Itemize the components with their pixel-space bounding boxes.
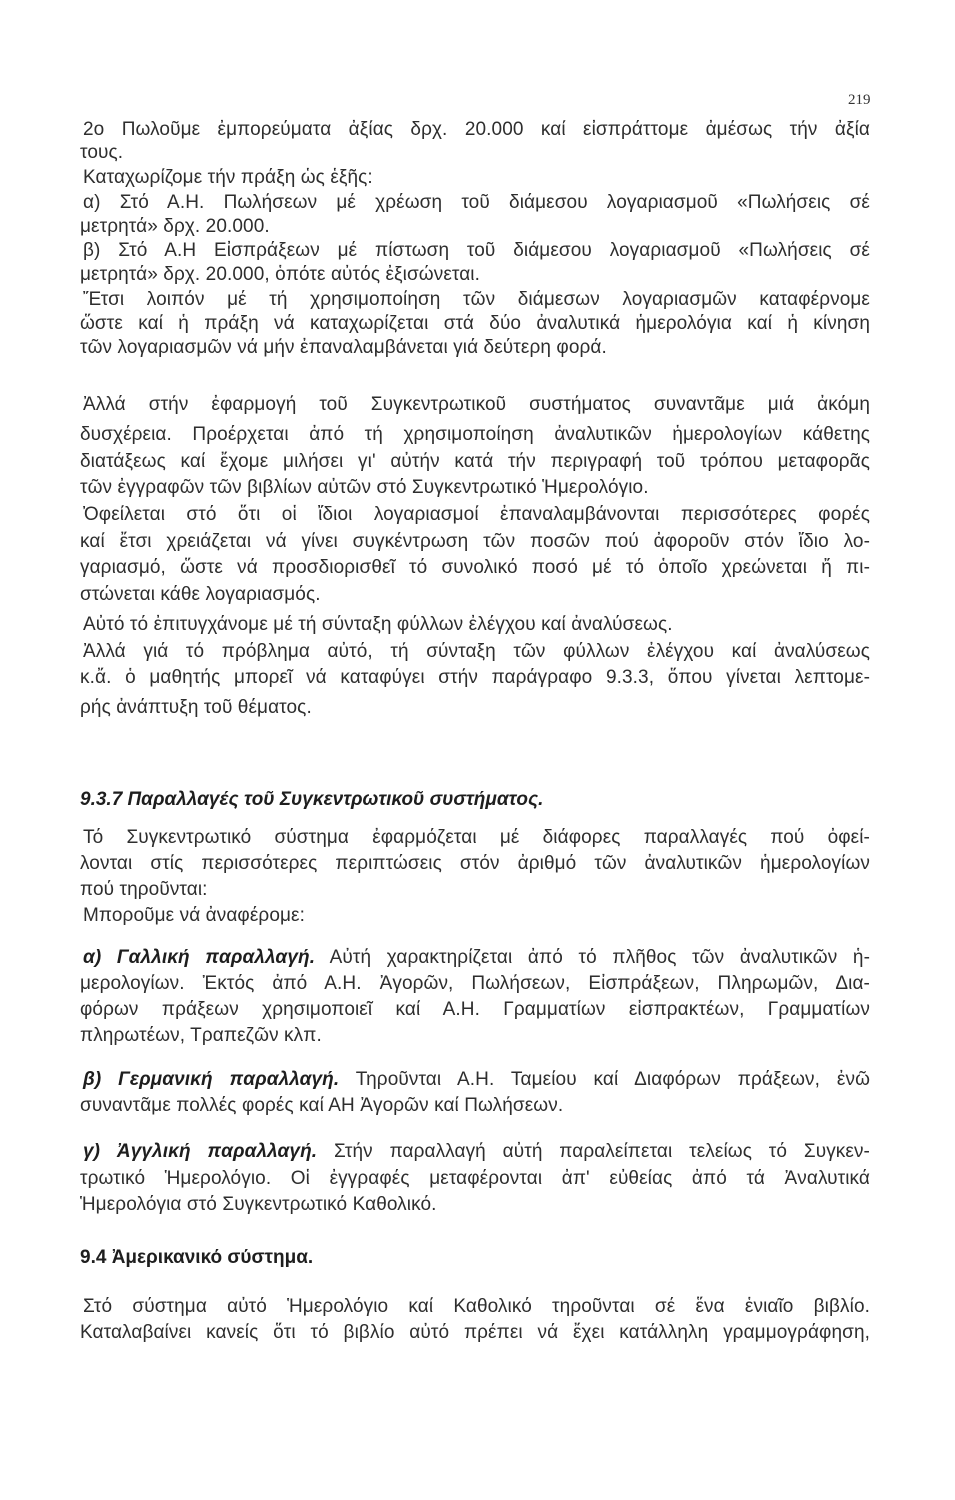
section-heading-9-4: 9.4 Ἀμερικανικό σύστημα. bbox=[80, 1247, 314, 1268]
page-number: 219 bbox=[848, 92, 871, 108]
text-line: Τό Συγκεντρωτικό σύστημα ἐφαρμόζεται μέ διάφορες παραλλαγές πού ὀφεί- bbox=[83, 827, 870, 848]
text-line: δυσχέρεια. Προέρχεται ἀπό τή χρησιμοποίηση ἀναλυτικῶν ἡμερολογίων κάθετης bbox=[80, 424, 870, 445]
text-line: Αὐτό τό ἐπιτυγχάνομε μέ τή σύνταξη φύλλων ἐλέγχου καί ἀναλύσεως. bbox=[83, 614, 673, 635]
text-line: φόρων πράξεων χρησιμοποιεῖ καί Α.Η. Γραμματίων εἰσπρακτέων, Γραμματίων bbox=[80, 999, 870, 1020]
text-line: β) Στό Α.Η Εἰσπράξεων μέ πίστωση τοῦ διάμεσου λογαριασμοῦ «Πωλήσεις σέ bbox=[83, 240, 870, 261]
text-line: μετρητά» δρχ. 20.000, ὁπότε αὐτός ἐξισώνεται. bbox=[80, 264, 481, 285]
text-line: Ἡμερολόγια στό Συγκεντρωτικό Καθολικό. bbox=[80, 1194, 437, 1215]
text-span: Τηροῦνται Α.Η. Ταμείου καί Διαφόρων πράξεων, ἐνῶ bbox=[339, 1069, 871, 1090]
german-variant-label: β) Γερμανική παραλλαγή. bbox=[83, 1069, 340, 1090]
text-line: Στό σύστημα αὐτό Ἡμερολόγιο καί Καθολικό τηροῦνται σέ ἕνα ἑνιαῖο βιβλίο. bbox=[83, 1296, 870, 1317]
text-line: τους. bbox=[80, 142, 124, 163]
text-span: Αὐτή χαρακτηρίζεται ἀπό τό πλῆθος τῶν ἀναλυτικῶν ἡ- bbox=[315, 947, 870, 968]
text-line: κ.ἄ. ὁ μαθητής μπορεῖ νά καταφύγει στήν παράγραφο 9.3.3, ὅπου γίνεται λεπτομε- bbox=[80, 667, 870, 688]
text-line: πού τηροῦνται: bbox=[80, 879, 208, 900]
text-line: διατάξεως καί ἔχομε μιλήσει γι' αὐτήν κατά τήν περιγραφή τοῦ τρόπου μεταφορᾶς bbox=[80, 451, 870, 472]
text-line: α) Στό Α.Η. Πωλήσεων μέ χρέωση τοῦ διάμεσου λογαριασμοῦ «Πωλήσεις σέ bbox=[83, 192, 870, 213]
text-line: πληρωτέων, Τραπεζῶν κλπ. bbox=[80, 1025, 322, 1046]
french-variant-line bbox=[83, 947, 870, 969]
text-line: Ὀφείλεται στό ὅτι οἱ ἴδιοι λογαριασμοί ἐπαναλαμβάνονται περισσότερες φορές bbox=[83, 504, 870, 525]
french-variant-label: α) Γαλλική παραλλαγή. bbox=[83, 947, 316, 968]
english-variant-line bbox=[83, 1141, 870, 1163]
text-line: μερολογίων. Ἐκτός ἀπό Α.Η. Ἀγορῶν, Πωλήσεων, Εἰσπράξεων, Πληρωμῶν, Δια- bbox=[80, 973, 870, 994]
text-line: 2ο Πωλοῦμε ἐμπορεύματα ἀξίας δρχ. 20.000 καί εἰσπράττομε ἀμέσως τήν ἀξία bbox=[83, 119, 870, 140]
german-variant-line bbox=[83, 1069, 870, 1091]
text-line: ὥστε καί ἡ πράξη νά καταχωρίζεται στά δύο ἀναλυτικά ἡμερολόγια καί ἡ κίνηση bbox=[80, 313, 870, 334]
text-line: Μποροῦμε νά ἀναφέρομε: bbox=[83, 905, 305, 926]
text-line: Ἀλλά στήν ἐφαρμογή τοῦ Συγκεντρωτικοῦ συστήματος συναντᾶμε μιά ἀκόμη bbox=[83, 394, 870, 415]
text-line: Καταλαβαίνει κανείς ὅτι τό βιβλίο αὐτό πρέπει νά ἔχει κατάλληλη γραμμογράφηση, bbox=[80, 1322, 870, 1343]
text-line: Ἔτσι λοιπόν μέ τή χρησιμοποίηση τῶν διάμεσων λογαριασμῶν καταφέρνομε bbox=[83, 289, 870, 310]
text-line: γαριασμό, ὥστε νά προσδιορισθεῖ τό συνολικό ποσό μέ τό ὁποῖο χρεώνεται ἤ πι- bbox=[80, 557, 870, 578]
text-line: Καταχωρίζομε τήν πράξη ὡς ἑξῆς: bbox=[83, 167, 373, 188]
text-line: τῶν λογαριασμῶν νά μήν ἐπαναλαμβάνεται γιά δεύτερη φορά. bbox=[80, 337, 607, 358]
text-line: λονται στίς περισσότερες περιπτώσεις στόν ἀριθμό τῶν ἀναλυτικῶν ἡμερολογίων bbox=[80, 853, 870, 874]
text-line: Ἀλλά γιά τό πρόβλημα αὐτό, τή σύνταξη τῶν φύλλων ἐλέγχου καί ἀναλύσεως bbox=[83, 641, 870, 662]
text-line: τρωτικό Ἡμερολόγιο. Οἱ ἐγγραφές μεταφέρονται ἀπ' εὐθείας ἀπό τά Ἀναλυτικά bbox=[80, 1168, 870, 1189]
text-span: Στήν παραλλαγή αὐτή παραλείπεται τελείως τό Συγκεν- bbox=[317, 1141, 870, 1162]
english-variant-label: γ) Ἀγγλική παραλλαγή. bbox=[83, 1141, 318, 1162]
text-line: στώνεται κάθε λογαριασμός. bbox=[80, 584, 321, 605]
text-line: μετρητά» δρχ. 20.000. bbox=[80, 216, 270, 237]
text-line: τῶν ἐγγραφῶν τῶν βιβλίων αὐτῶν στό Συγκεντρωτικό Ἡμερολόγιο. bbox=[80, 477, 649, 498]
text-line: συναντᾶμε πολλές φορές καί ΑΗ Ἀγορῶν καί Πωλήσεων. bbox=[80, 1095, 564, 1116]
text-line: ρής ἀνάπτυξη τοῦ θέματος. bbox=[80, 697, 312, 718]
text-line: καί ἔτσι χρειάζεται νά γίνει συγκέντρωση τῶν ποσῶν πού ἀφοροῦν στόν ἴδιο λο- bbox=[80, 531, 870, 552]
section-heading-9-3-7: 9.3.7 Παραλλαγές τοῦ Συγκεντρωτικοῦ συστήματος. bbox=[80, 789, 544, 810]
